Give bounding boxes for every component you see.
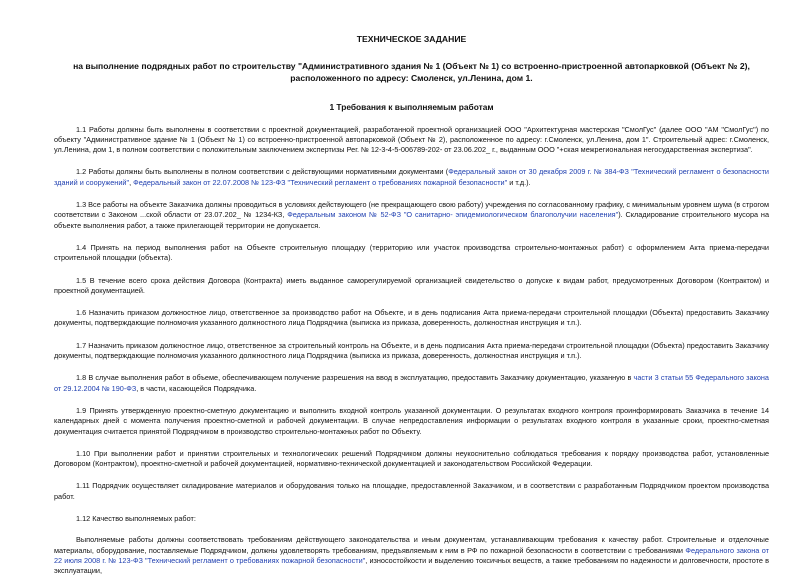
document-subtitle: [54, 60, 769, 84]
law-190-fz-link[interactable]: части 3 статьи 55 Федерального закона от 29.12.2004 № 190-ФЗ: [54, 373, 769, 393]
paragraph-1-2: [54, 167, 769, 188]
paragraph-quality-text-a: Выполняемые работы должны соответствовать требованиям действующего законодательства и иным документам, устанавливающим требования к качеству работ. Строительные и отделочные материалы, оборудование, поставляемые Подрядчиком, должны удовлетворять требованиям, предъявляемым к ним в РФ по пожарной безопасности в соответствии с требованиями: [54, 535, 769, 555]
paragraph-1-9: 1.9 Принять утвержденную проектно-сметную документацию и выполнить входной контроль указанной документации. О результатах входного контроля проинформировать Заказчика в течение 14 календарных дней с момента получения проектно-сметной и рабочей документации. В случае непредоставления информации о результатах входного контроля в указанные сроки, проектно-сметная документация считается принятой Подрядчиком в производство строительно-монтажных работ по Объекту.: [54, 405, 769, 436]
paragraph-1-10: 1.10 При выполнении работ и принятии строительных и технологических решений Подрядчиком должны неукоснительно соблюдаться требования к порядку производства работ, установленные Договором (Контрактом), проектно-сметной и рабочей документацией, нормативно-технической документацией и законодательством Российской Федерации.: [54, 448, 769, 469]
paragraph-1-8-text-a: 1.8 В случае выполнения работ в объеме, обеспечивающем получение разрешения на ввод в эксплуатацию, предоставить Заказчику документацию, указанную в: [76, 373, 634, 383]
paragraph-1-2-text-b: ,: [129, 177, 134, 187]
subtitle-line-1: на выполнение подрядных работ по строительству "Административного здания № 1 (Объект № 1) со встроенно-пристроенной автопарковкой (Объект № 2),: [73, 61, 750, 72]
paragraph-1-3-text-a: 1.3 Все работы на объекте Заказчика должны проводиться в условиях действующего (не прекращающего свою работу) учреждения по согласованному графику, с минимальным уровнем шума (в строгом соответствии с Законом ...ской области от 23.07.202_ № 1234-КЗ,: [54, 200, 769, 220]
paragraph-1-8: [54, 373, 769, 394]
paragraph-1-8-text-b: , в части, касающейся Подрядчика.: [136, 383, 257, 393]
paragraph-1-7: 1.7 Назначить приказом должностное лицо, ответственное за строительный контроль на Объекте, и в день подписания Акта приема-передачи строительной площадки (Объекта) предоставить Заказчику документы, подтверждающие полномочия указанного должностного лица Подрядчика (выписка из приказа, доверенность, должностная инструкция и т.п.).: [54, 340, 769, 361]
paragraph-1-4: 1.4 Принять на период выполнения работ на Объекте строительную площадку (территорию или участок производства строительно-монтажных работ) с оформлением Акта приема-передачи строительной площадки (объекта).: [54, 242, 769, 263]
law-123-fz-link[interactable]: Федеральный закон от 22.07.2008 № 123-ФЗ "Технический регламент о требованиях пожарной безопасности": [133, 177, 508, 187]
document-title: ТЕХНИЧЕСКОЕ ЗАДАНИЕ: [356, 34, 467, 44]
paragraph-1-3-text-b: ). Складирование строительного мусора на объекте выполнения работ, а также прилегающей территории не допускается.: [54, 210, 770, 230]
paragraph-1-3: [54, 200, 769, 231]
paragraph-1-1: 1.1 Работы должны быть выполнены в соответствии с проектной документацией, разработанной проектной организацией ООО "Архитектурная мастерская "СмолГус" (далее ООО "АМ "СмолГус") по объекту "Административное здание № 1 (Объект № 1) со встроенно-пристроенной автопарковкой (Объект № 2), расположенное по адресу: г.Смоленск, ул.Ленина, дом 1". Строительный адрес: г.Смоленск, ул.Ленина, дом 1, в полном соответствии с положительным заключением экспертизы Рег. № 12-3-4-5-006789-202- от 23.06.202_ г., выданным ООО "+ская межрегиональная негосударственная экспертиза".: [54, 124, 769, 155]
paragraph-1-5: 1.5 В течение всего срока действия Договора (Контракта) иметь выданное саморегулируемой организацией свидетельство о допуске к видам работ, предусмотренных Договором (Контрактом) и проектной документацией.: [54, 275, 769, 295]
paragraph-quality-text-b: , износостойкости и выделению токсичных веществ, а также требованиям по надежности и долговечности, простоте в эксплуатации,: [54, 555, 769, 576]
section-heading: 1 Требования к выполняемым работам: [329, 102, 494, 113]
paragraph-1-2-text-c: и т.д.).: [507, 177, 531, 187]
law-123-fz-quality-link[interactable]: Федерального закона от 22 июля 2008 г. № 123-ФЗ "Технический регламент о требованиях пожарной безопасности": [54, 545, 769, 565]
paragraph-1-12: 1.12 Качество выполняемых работ:: [76, 514, 196, 524]
paragraph-1-6: 1.6 Назначить приказом должностное лицо, ответственное за производство работ на Объекте, и в день подписания Акта приема-передачи строительной площадки (Объекта) предоставить Заказчику документы, подтверждающие полномочия указанного должностного лица Подрядчика (выписка из приказа, доверенность, должностная инструкция и т.п.).: [54, 308, 769, 328]
paragraph-1-11: 1.11 Подрядчик осуществляет складирование материалов и оборудования только на площадке, предоставленной Заказчиком, и в соответствии с разработанным Подрядчиком проектом производства работ.: [54, 481, 769, 501]
paragraph-quality: [54, 535, 769, 576]
paragraph-1-2-text-a: 1.2 Работы должны быть выполнены в полном соответствии с действующими нормативными документами (: [76, 167, 449, 177]
law-52-fz-link[interactable]: Федеральным законом № 52-ФЗ "О санитарно- эпидемиологическом благополучии населения": [287, 210, 619, 220]
law-384-fz-link[interactable]: Федеральный закон от 30 декабря 2009 г. № 384-ФЗ "Технический регламент о безопасности зданий и сооружений": [54, 167, 769, 187]
subtitle-line-2: расположенного по адресу: Смоленск, ул.Ленина, дом 1.: [290, 73, 533, 84]
